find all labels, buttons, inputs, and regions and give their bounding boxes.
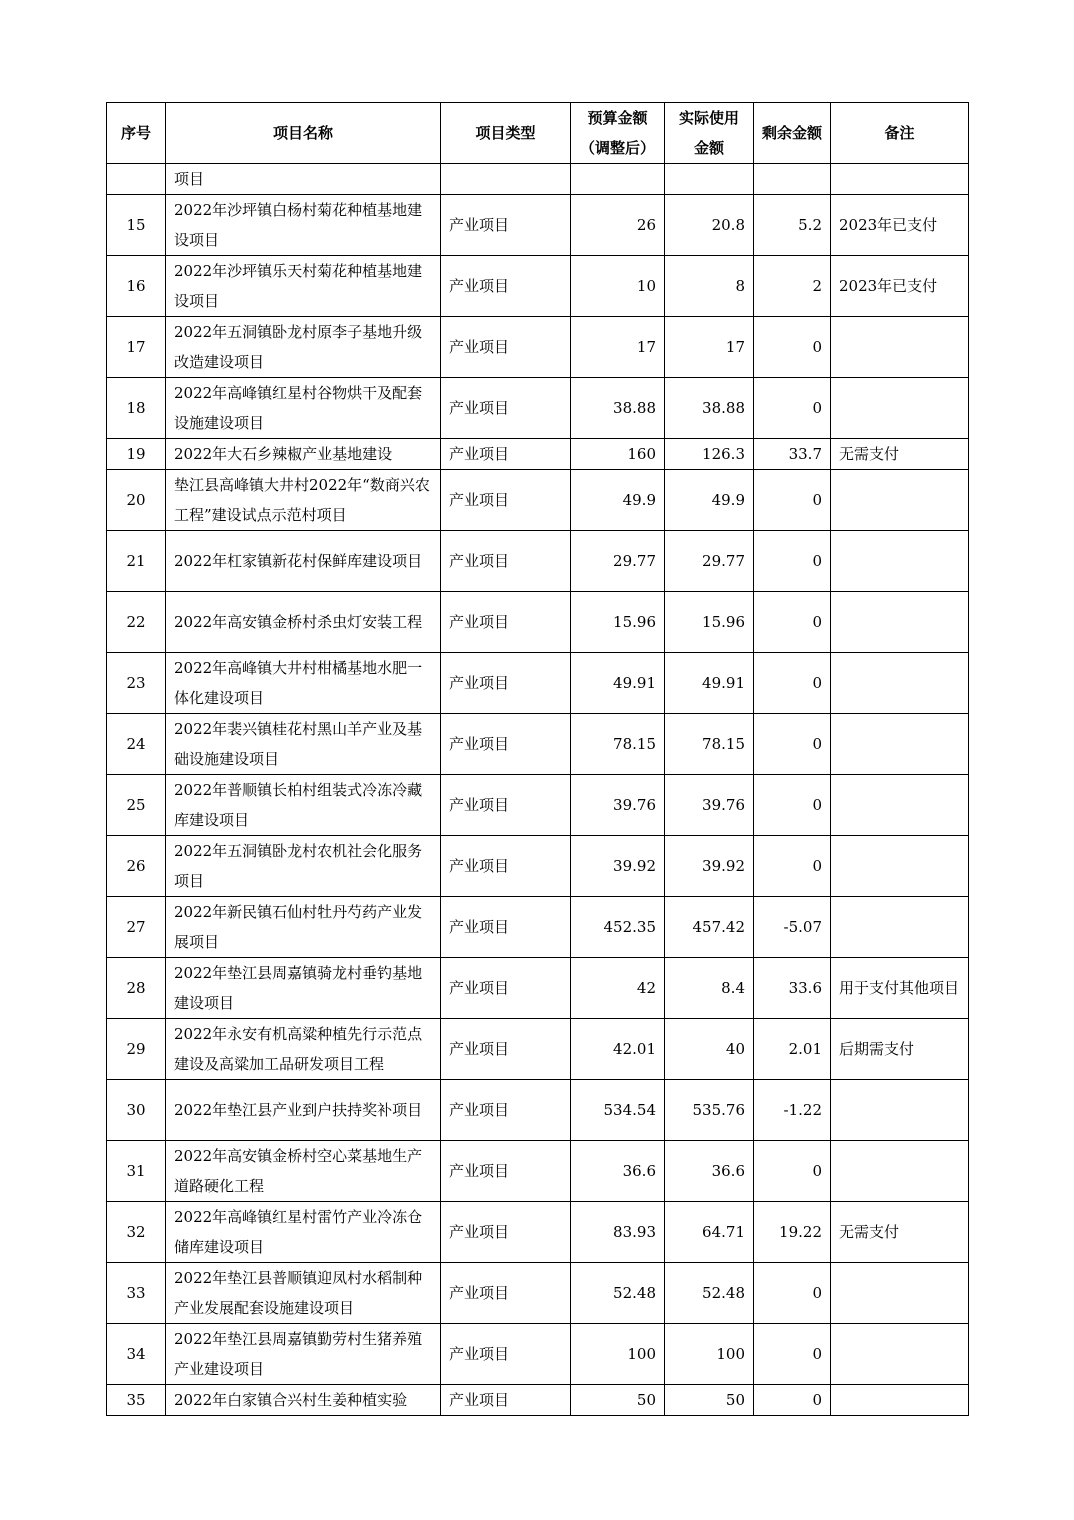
cell-actual: 8 — [665, 256, 754, 317]
table-body — [107, 164, 969, 1416]
cell-actual: 15.96 — [665, 592, 754, 653]
cell-remaining: 33.7 — [754, 439, 831, 470]
cell-type: 产业项目 — [441, 836, 571, 897]
table-row — [107, 592, 969, 653]
cell-actual: 50 — [665, 1385, 754, 1416]
cell-type: 产业项目 — [441, 592, 571, 653]
cell-actual: 100 — [665, 1324, 754, 1385]
cell-name: 2022年垫江县产业到户扶持奖补项目 — [166, 1080, 441, 1141]
table-row — [107, 531, 969, 592]
cell-seq: 29 — [107, 1019, 166, 1080]
cell-name: 2022年沙坪镇白杨村菊花种植基地建设项目 — [166, 195, 441, 256]
cell-remaining: 0 — [754, 470, 831, 531]
cell-note: 无需支付 — [831, 439, 969, 470]
cell-remaining: 0 — [754, 1263, 831, 1324]
table-row — [107, 1385, 969, 1416]
cell-budget: 160 — [571, 439, 665, 470]
cell-name: 2022年垫江县周嘉镇勤劳村生猪养殖产业建设项目 — [166, 1324, 441, 1385]
table-row — [107, 1324, 969, 1385]
cell-type: 产业项目 — [441, 378, 571, 439]
cell-actual: 36.6 — [665, 1141, 754, 1202]
cell-seq: 23 — [107, 653, 166, 714]
cell-seq: 30 — [107, 1080, 166, 1141]
cell-seq: 22 — [107, 592, 166, 653]
cell-remaining: 0 — [754, 378, 831, 439]
cell-type: 产业项目 — [441, 1202, 571, 1263]
cell-remaining: 0 — [754, 836, 831, 897]
table-row — [107, 1080, 969, 1141]
cell-actual: 52.48 — [665, 1263, 754, 1324]
cell-name: 垫江县高峰镇大井村2022年“数商兴农工程”建设试点示范村项目 — [166, 470, 441, 531]
cell-note: 后期需支付 — [831, 1019, 969, 1080]
cell-note — [831, 653, 969, 714]
cell-name: 2022年高安镇金桥村杀虫灯安装工程 — [166, 592, 441, 653]
cell-note — [831, 836, 969, 897]
cell-type: 产业项目 — [441, 470, 571, 531]
cell-budget: 17 — [571, 317, 665, 378]
cell-type: 产业项目 — [441, 195, 571, 256]
cell-type: 产业项目 — [441, 439, 571, 470]
cell-note — [831, 775, 969, 836]
cell-type: 产业项目 — [441, 1080, 571, 1141]
header-seq: 序号 — [107, 103, 166, 164]
cell-remaining: 2 — [754, 256, 831, 317]
cell-name: 2022年新民镇石仙村牡丹芍药产业发展项目 — [166, 897, 441, 958]
header-actual: 实际使用金额 — [665, 103, 754, 164]
cell-budget: 10 — [571, 256, 665, 317]
cell-seq: 34 — [107, 1324, 166, 1385]
cell-name: 2022年高安镇金桥村空心菜基地生产道路硬化工程 — [166, 1141, 441, 1202]
cell-seq: 35 — [107, 1385, 166, 1416]
cell-note — [831, 897, 969, 958]
cell-seq: 25 — [107, 775, 166, 836]
header-note: 备注 — [831, 103, 969, 164]
cell-remaining: 33.6 — [754, 958, 831, 1019]
table-row — [107, 1141, 969, 1202]
cell-seq: 21 — [107, 531, 166, 592]
table-row — [107, 195, 969, 256]
cell-note — [831, 714, 969, 775]
table-row — [107, 836, 969, 897]
cell-note — [831, 1385, 969, 1416]
cell-seq: 32 — [107, 1202, 166, 1263]
table-row — [107, 958, 969, 1019]
cell-budget: 50 — [571, 1385, 665, 1416]
cell-seq — [107, 164, 166, 195]
cell-budget: 42.01 — [571, 1019, 665, 1080]
project-table — [106, 102, 969, 1416]
cell-seq: 31 — [107, 1141, 166, 1202]
cell-actual — [665, 164, 754, 195]
cell-remaining: 0 — [754, 1385, 831, 1416]
cell-budget: 452.35 — [571, 897, 665, 958]
cell-note: 2023年已支付 — [831, 195, 969, 256]
cell-type: 产业项目 — [441, 1324, 571, 1385]
table-row — [107, 378, 969, 439]
cell-name: 2022年高峰镇大井村柑橘基地水肥一体化建设项目 — [166, 653, 441, 714]
cell-note: 无需支付 — [831, 1202, 969, 1263]
cell-note — [831, 470, 969, 531]
cell-name: 2022年裴兴镇桂花村黑山羊产业及基础设施建设项目 — [166, 714, 441, 775]
cell-seq: 15 — [107, 195, 166, 256]
cell-actual: 126.3 — [665, 439, 754, 470]
cell-budget: 38.88 — [571, 378, 665, 439]
cell-actual: 17 — [665, 317, 754, 378]
cell-remaining: 19.22 — [754, 1202, 831, 1263]
cell-remaining: 0 — [754, 1324, 831, 1385]
table-row — [107, 1019, 969, 1080]
cell-note — [831, 317, 969, 378]
cell-actual: 39.92 — [665, 836, 754, 897]
table-row — [107, 317, 969, 378]
cell-name: 项目 — [166, 164, 441, 195]
cell-remaining: 0 — [754, 592, 831, 653]
cell-type: 产业项目 — [441, 256, 571, 317]
cell-note: 用于支付其他项目 — [831, 958, 969, 1019]
cell-remaining: 5.2 — [754, 195, 831, 256]
header-type: 项目类型 — [441, 103, 571, 164]
cell-actual: 40 — [665, 1019, 754, 1080]
cell-type: 产业项目 — [441, 317, 571, 378]
header-row — [107, 103, 969, 164]
cell-seq: 20 — [107, 470, 166, 531]
header-name: 项目名称 — [166, 103, 441, 164]
table-row — [107, 1263, 969, 1324]
cell-actual: 8.4 — [665, 958, 754, 1019]
cell-name: 2022年五洞镇卧龙村原李子基地升级改造建设项目 — [166, 317, 441, 378]
cell-note: 2023年已支付 — [831, 256, 969, 317]
cell-note — [831, 1080, 969, 1141]
cell-remaining: -5.07 — [754, 897, 831, 958]
cell-type: 产业项目 — [441, 531, 571, 592]
cell-budget: 42 — [571, 958, 665, 1019]
header-budget: 预算金额（调整后） — [571, 103, 665, 164]
cell-name: 2022年高峰镇红星村雷竹产业冷冻仓储库建设项目 — [166, 1202, 441, 1263]
cell-type: 产业项目 — [441, 1385, 571, 1416]
cell-seq: 19 — [107, 439, 166, 470]
cell-seq: 16 — [107, 256, 166, 317]
cell-name: 2022年垫江县周嘉镇骑龙村垂钓基地建设项目 — [166, 958, 441, 1019]
cell-seq: 33 — [107, 1263, 166, 1324]
cell-actual: 64.71 — [665, 1202, 754, 1263]
cell-note — [831, 1141, 969, 1202]
cell-name: 2022年白家镇合兴村生姜种植实验 — [166, 1385, 441, 1416]
cell-remaining — [754, 164, 831, 195]
cell-name: 2022年沙坪镇乐天村菊花种植基地建设项目 — [166, 256, 441, 317]
cell-actual: 49.91 — [665, 653, 754, 714]
cell-remaining: 0 — [754, 653, 831, 714]
cell-name: 2022年普顺镇长柏村组装式冷冻冷藏库建设项目 — [166, 775, 441, 836]
cell-budget: 29.77 — [571, 531, 665, 592]
table-row — [107, 714, 969, 775]
cell-budget: 52.48 — [571, 1263, 665, 1324]
cell-note — [831, 1263, 969, 1324]
cell-name: 2022年杠家镇新花村保鲜库建设项目 — [166, 531, 441, 592]
cell-budget: 534.54 — [571, 1080, 665, 1141]
cell-seq: 18 — [107, 378, 166, 439]
cell-type: 产业项目 — [441, 714, 571, 775]
cell-actual: 535.76 — [665, 1080, 754, 1141]
cell-note — [831, 164, 969, 195]
cell-name: 2022年永安有机高粱种植先行示范点建设及高粱加工品研发项目工程 — [166, 1019, 441, 1080]
cell-actual: 457.42 — [665, 897, 754, 958]
cell-actual: 39.76 — [665, 775, 754, 836]
cell-seq: 26 — [107, 836, 166, 897]
table-row — [107, 164, 969, 195]
cell-budget — [571, 164, 665, 195]
cell-note — [831, 1324, 969, 1385]
cell-name: 2022年大石乡辣椒产业基地建设 — [166, 439, 441, 470]
cell-note — [831, 592, 969, 653]
cell-remaining: 0 — [754, 1141, 831, 1202]
cell-type: 产业项目 — [441, 1019, 571, 1080]
cell-budget: 39.92 — [571, 836, 665, 897]
cell-budget: 83.93 — [571, 1202, 665, 1263]
cell-seq: 17 — [107, 317, 166, 378]
cell-budget: 49.9 — [571, 470, 665, 531]
table-row — [107, 439, 969, 470]
cell-budget: 36.6 — [571, 1141, 665, 1202]
cell-type: 产业项目 — [441, 653, 571, 714]
cell-type — [441, 164, 571, 195]
cell-seq: 28 — [107, 958, 166, 1019]
cell-actual: 38.88 — [665, 378, 754, 439]
cell-note — [831, 378, 969, 439]
cell-remaining: 0 — [754, 317, 831, 378]
cell-type: 产业项目 — [441, 775, 571, 836]
cell-remaining: 0 — [754, 531, 831, 592]
cell-budget: 15.96 — [571, 592, 665, 653]
cell-budget: 78.15 — [571, 714, 665, 775]
cell-type: 产业项目 — [441, 897, 571, 958]
table-row — [107, 775, 969, 836]
cell-actual: 78.15 — [665, 714, 754, 775]
cell-name: 2022年高峰镇红星村谷物烘干及配套设施建设项目 — [166, 378, 441, 439]
table-row — [107, 1202, 969, 1263]
header-remaining: 剩余金额 — [754, 103, 831, 164]
cell-remaining: -1.22 — [754, 1080, 831, 1141]
cell-remaining: 0 — [754, 775, 831, 836]
cell-budget: 49.91 — [571, 653, 665, 714]
cell-type: 产业项目 — [441, 958, 571, 1019]
cell-actual: 29.77 — [665, 531, 754, 592]
cell-actual: 20.8 — [665, 195, 754, 256]
table-row — [107, 897, 969, 958]
table-row — [107, 653, 969, 714]
table-row — [107, 470, 969, 531]
cell-type: 产业项目 — [441, 1141, 571, 1202]
cell-actual: 49.9 — [665, 470, 754, 531]
cell-seq: 24 — [107, 714, 166, 775]
cell-budget: 39.76 — [571, 775, 665, 836]
cell-remaining: 2.01 — [754, 1019, 831, 1080]
cell-budget: 100 — [571, 1324, 665, 1385]
cell-name: 2022年五洞镇卧龙村农机社会化服务项目 — [166, 836, 441, 897]
cell-note — [831, 531, 969, 592]
cell-type: 产业项目 — [441, 1263, 571, 1324]
cell-name: 2022年垫江县普顺镇迎凤村水稻制种产业发展配套设施建设项目 — [166, 1263, 441, 1324]
table-row — [107, 256, 969, 317]
cell-seq: 27 — [107, 897, 166, 958]
cell-remaining: 0 — [754, 714, 831, 775]
cell-budget: 26 — [571, 195, 665, 256]
